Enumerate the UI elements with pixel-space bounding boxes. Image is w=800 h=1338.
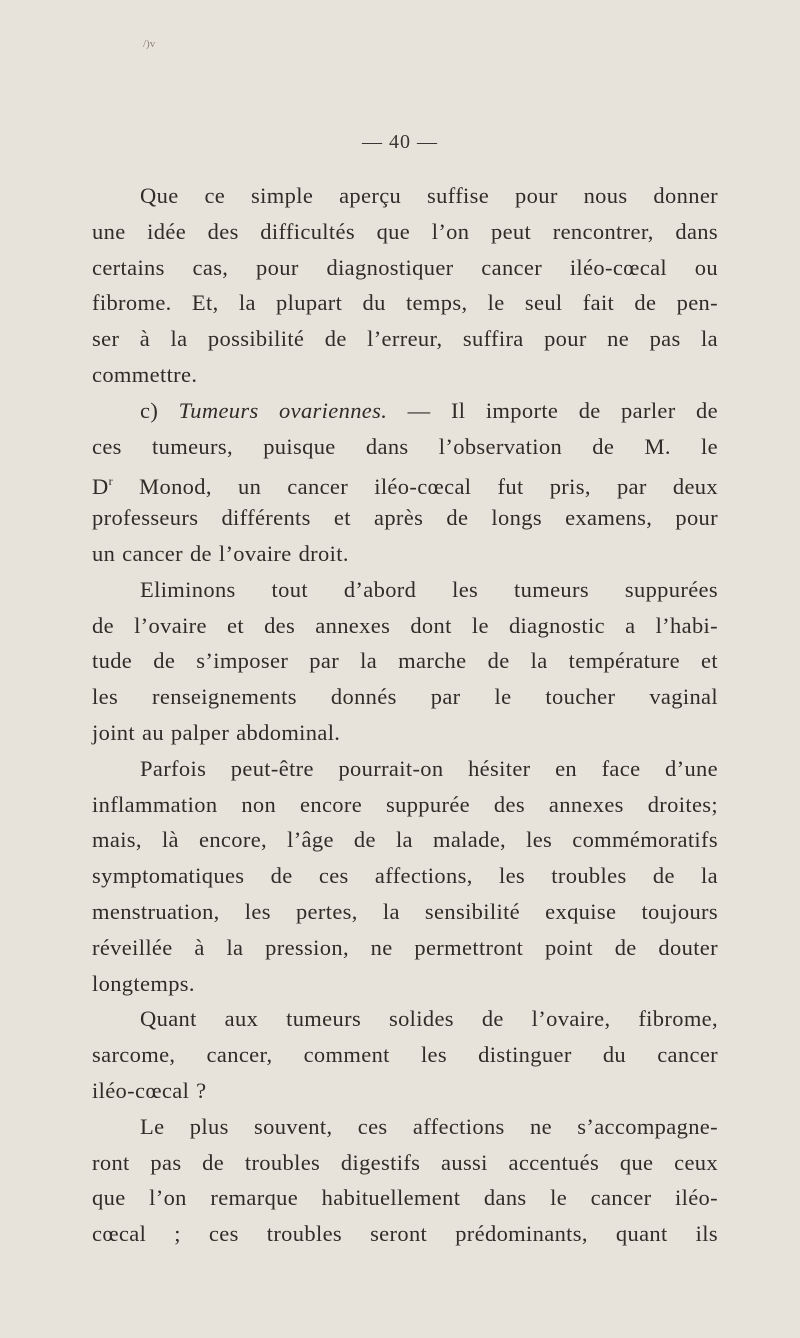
text-line: cœcal ; ces troubles seront prédominants, quant ils: [92, 1221, 718, 1247]
text-line: ser à la possibilité de l’erreur, suffira pour ne pas la: [92, 326, 718, 352]
doctor-abbrev-superscript: r: [108, 474, 113, 489]
text-line: professeurs différents et après de longs examens, pour: [92, 505, 718, 531]
section-heading-rest: — Il importe de parler de: [407, 397, 718, 423]
text-line: Que ce simple aperçu suffise pour nous donner: [140, 183, 718, 208]
text-line: longtemps.: [92, 970, 195, 996]
text-line: symptomatiques de ces affections, les troubles de la: [92, 863, 718, 889]
text-line: menstruation, les pertes, la sensibilité exquise toujours: [92, 898, 718, 924]
text-line: Le plus souvent, ces affections ne s’accompagne-: [140, 1113, 718, 1139]
text-line: certains cas, pour diagnostiquer cancer iléo-cœcal ou: [92, 254, 718, 280]
text-line: une idée des difficultés que l’on peut rencontrer, dans: [92, 218, 718, 244]
text-line: [92, 464, 718, 500]
text-line: que l’on remarque habituellement dans le cancer iléo-: [92, 1185, 718, 1211]
text-line: un cancer de l’ovaire droit.: [92, 540, 349, 566]
text-line: mais, là encore, l’âge de la malade, les commémoratifs: [92, 827, 718, 853]
section-title: Tumeurs ovariennes.: [178, 397, 388, 423]
text-line: Quant aux tumeurs solides de l’ovaire, fibrome,: [140, 1006, 718, 1032]
margin-mark: /)v: [143, 38, 156, 50]
text-line: Eliminons tout d’abord les tumeurs suppurées: [140, 576, 718, 602]
text-line: sarcome, cancer, comment les distinguer du cancer: [92, 1042, 718, 1068]
text-line: inflammation non encore suppurée des annexes droites;: [92, 791, 718, 817]
section-heading-line: [92, 393, 718, 429]
text-line: fibrome. Et, la plupart du temps, le seul fait de pen-: [92, 290, 718, 316]
section-label: c): [140, 397, 159, 423]
text-line: de l’ovaire et des annexes dont le diagnostic a l’habi-: [92, 612, 718, 638]
text-line: ces tumeurs, puisque dans l’observation de M. le: [92, 433, 718, 459]
text-line: tude de s’imposer par la marche de la température et: [92, 648, 718, 674]
body-text: [92, 178, 718, 1252]
text-line: iléo-cœcal ?: [92, 1077, 207, 1103]
text-line: réveillée à la pression, ne permettront point de douter: [92, 934, 718, 960]
doctor-abbrev: D: [92, 474, 109, 500]
text-line-rest: Monod, un cancer iléo-cœcal fut pris, par deux: [139, 474, 718, 500]
text-line: ront pas de troubles digestifs aussi accentués que ceux: [92, 1149, 718, 1175]
text-line: commettre.: [92, 361, 198, 387]
text-line: les renseignements donnés par le toucher vaginal: [92, 684, 718, 710]
page-number: — 40 —: [362, 131, 438, 153]
text-line: Parfois peut-être pourrait-on hésiter en face d’une: [140, 755, 718, 781]
text-line: joint au palper abdominal.: [92, 719, 341, 745]
